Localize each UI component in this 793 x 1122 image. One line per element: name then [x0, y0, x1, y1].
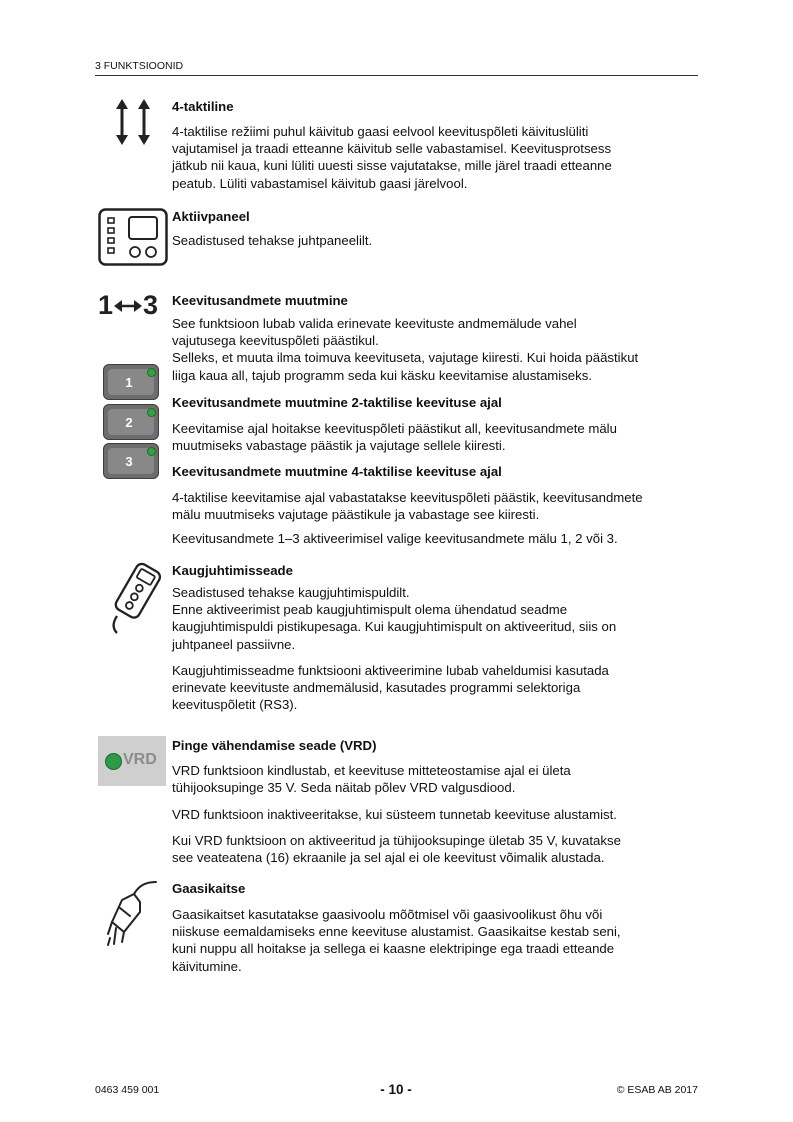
- led-icon: [147, 368, 156, 377]
- vrd-title: Pinge vähendamise seade (VRD): [172, 738, 377, 753]
- active-panel-title: Aktiivpaneel: [172, 209, 250, 224]
- vrd-led-icon: [105, 753, 122, 770]
- memory-key-2: 2: [103, 404, 159, 440]
- double-arrow-icon: [114, 298, 142, 314]
- page-number: - 10 -: [380, 1082, 412, 1097]
- gas-guard-title: Gaasikaitse: [172, 881, 246, 896]
- remote-text: Seadistused tehakse kaugjuhtimispuldilt. Enne aktiveerimist peab kaugjuhtimispult olema ühendatud seadme kaugjuhtimispuldi pistikupesaga. Kui kaugjuhtimispult on aktiveeritud, siis on juhtpaneel passiivne.: [172, 585, 617, 652]
- data-change-note: Keevitusandmete 1–3 aktiveerimisel valige keevitusandmete mälu 1, 2 või 3.: [172, 531, 618, 546]
- data-change-icon: 1 3: [98, 290, 159, 320]
- data-change-2t-title: Keevitusandmete muutmine 2-taktilise keevituse ajal: [172, 395, 502, 410]
- led-icon: [147, 408, 156, 417]
- page-header: [95, 60, 698, 76]
- vrd-text-2: VRD funktsioon inaktiveeritakse, kui süsteem tunnetab keevituse alustamist.: [172, 807, 617, 822]
- gas-guard-icon: [100, 878, 166, 948]
- remote-control-icon: [100, 560, 166, 634]
- gas-guard-text: Gaasikaitset kasutatakse gaasivoolu mõõtmisel või gaasivoolikust õhu või niiskuse eemaldamiseks enne keevituse alustamist. Gaasikaitse kestab seni, kuni nuppu all hoitakse ja sellega ei kaasne elektripinge ega traadi etteande käivitumine.: [172, 907, 621, 974]
- vrd-text-3: Kui VRD funktsioon on aktiveeritud ja tühijooksupinge ületab 35 V, kuvatakse see veateatena (16) ekraanile ja sel ajal ei ole keevitust võimalik alustada.: [172, 833, 621, 866]
- data-change-2t-text: Keevitamise ajal hoitakse keevituspõleti päästikut all, keevitusandmete mälu muutmiseks vabastage päästik ja vajutage sellele kiiresti.: [172, 421, 617, 454]
- active-panel-text: Seadistused tehakse juhtpaneelilt.: [172, 233, 373, 248]
- data-change-title: Keevitusandmete muutmine: [172, 293, 348, 308]
- data-change-4t-text: 4-taktilise keevitamise ajal vabastatakse keevituspõleti päästik, keevitusandmete mälu muutmiseks vajutage päästikule ja vabastage see kiiresti.: [172, 490, 643, 523]
- four-stroke-icon: [112, 98, 156, 146]
- chapter-title: 3 FUNKTSIOONID: [95, 60, 184, 72]
- vrd-indicator-icon: [98, 736, 166, 786]
- remote-text-2: Kaugjuhtimisseadme funktsiooni aktiveerimine lubab vaheldumisi kasutada erinevate keevituste andmemälusid, kasutades programmi selektoriga keevituspõletit (RS3).: [172, 663, 609, 713]
- data-change-4t-title: Keevitusandmete muutmine 4-taktilise keevituse ajal: [172, 464, 502, 479]
- doc-number: 0463 459 001: [95, 1084, 160, 1096]
- memory-key-1: 1: [103, 364, 159, 400]
- led-icon: [147, 447, 156, 456]
- four-stroke-title: 4-taktiline: [172, 99, 234, 114]
- copyright: © ESAB AB 2017: [616, 1084, 698, 1096]
- remote-title: Kaugjuhtimisseade: [172, 563, 293, 578]
- four-stroke-text: 4-taktilise režiimi puhul käivitub gaasi eelvool keevituspõleti käivituslüliti vajutamisel ja traadi etteanne käivitub selle vabastamisel. Keevitusprotsess jätkub nii kaua, kuni lüliti uuesti sisse vajutatakse, mille järel traadi etteanne peatub. Lüliti vabastamisel käivitub gaasi järelvool.: [172, 124, 612, 191]
- memory-key-3: 3: [103, 443, 159, 479]
- data-change-text: See funktsioon lubab valida erinevate keevituste andmemälude vahel vajutusega keevituspõleti päästikul. Selleks, et muuta ilma toimuva keevituseta, vajutage kiiresti. Kui hoida päästikut liiga kaua all, tajub programm seda kui käsku keevitamise alustamiseks.: [172, 316, 639, 383]
- vrd-text-1: VRD funktsioon kindlustab, et keevituse mitteteostamise ajal ei ületa tühijooksupinge 35 V. Seda näitab põlev VRD valgusdiood.: [172, 763, 571, 796]
- vrd-badge-label: VRD: [123, 751, 157, 768]
- control-panel-icon: [98, 208, 168, 266]
